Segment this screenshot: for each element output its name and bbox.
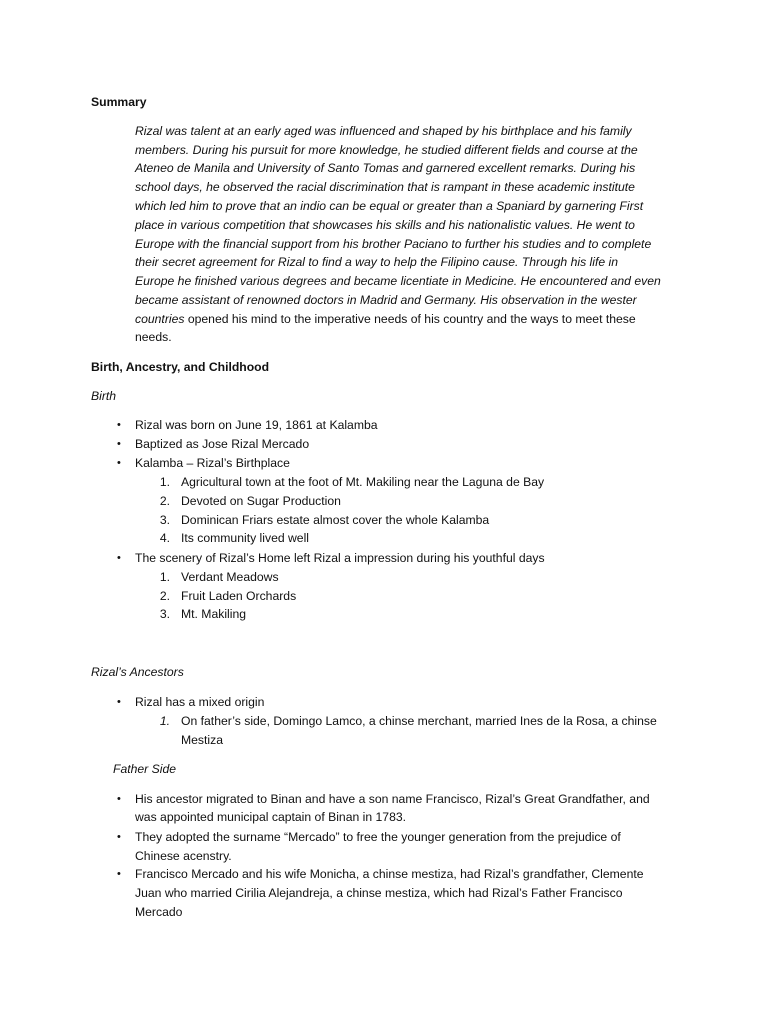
list-item: Francisco Mercado and his wife Monicha, a chinse mestiza, had Rizal’s grandfather, Clemente	[135, 867, 644, 881]
list-item: The scenery of Rizal’s Home left Rizal a impression during his youthful days	[135, 551, 545, 565]
sub-list-item: Verdant Meadows	[181, 570, 279, 584]
summary-line: which led him to prove that an indio can be equal or greater than a Spaniard by garnering First	[135, 199, 644, 213]
list-number: 1.	[159, 714, 170, 728]
sub-list-item: Agricultural town at the foot of Mt. Makiling near the Laguna de Bay	[181, 475, 545, 489]
bullet-dot: •	[117, 868, 121, 880]
summary-line: Europe he finished various degrees and became licentiate in Medicine. He encountered and even	[135, 274, 661, 288]
summary-line: Rizal was talent at an early aged was influenced and shaped by his birthplace and his family	[135, 124, 632, 138]
list-number: 4.	[159, 531, 170, 545]
summary-line: Europe with the financial support from his brother Paciano to further his studies and to complete	[135, 237, 652, 251]
bullet-dot: •	[117, 552, 121, 564]
list-item-continued: Juan who married Cirilia Alejandreja, a chinse mestiza, which had Rizal’s Father Francisco	[135, 886, 623, 900]
summary-final-line: needs.	[135, 330, 172, 344]
list-item: Kalamba – Rizal’s Birthplace	[135, 456, 290, 470]
ancestors-subheading: Rizal’s Ancestors	[91, 665, 184, 679]
list-number: 3.	[159, 513, 170, 527]
list-item: They adopted the surname “Mercado” to free the younger generation from the prejudice of	[135, 830, 621, 844]
list-number: 3.	[159, 607, 170, 621]
bullet-dot: •	[117, 696, 121, 708]
sub-list-item: Mt. Makiling	[181, 607, 247, 621]
summary-countries: countries	[135, 312, 185, 326]
summary-line: school days, he observed the racial discrimination that is rampant in these academic institute	[135, 180, 635, 194]
summary-line: place in various competition that showcases his skills and his nationalistic values. He went to	[135, 218, 635, 232]
summary-line: their secret agreement for Rizal to find a way to help the Filipino cause. Through his life in	[135, 255, 619, 269]
list-number: 1.	[159, 570, 170, 584]
list-item: Rizal has a mixed origin	[135, 695, 265, 709]
summary-line-rest: opened his mind to the imperative needs of his country and the ways to meet these	[184, 312, 636, 326]
sub-list-item: Fruit Laden Orchards	[181, 589, 297, 603]
list-number: 2.	[159, 494, 170, 508]
summary-line: became assistant of renowned doctors in Madrid and Germany. His observation in the wester	[135, 293, 637, 307]
bullet-dot: •	[117, 793, 121, 805]
list-number: 2.	[159, 589, 170, 603]
sub-list-item: Devoted on Sugar Production	[181, 494, 341, 508]
summary-heading: Summary	[91, 95, 147, 109]
section-heading: Birth, Ancestry, and Childhood	[91, 360, 270, 374]
bullet-dot: •	[117, 419, 121, 431]
sub-list-item: On father’s side, Domingo Lamco, a chinse merchant, married Ines de la Rosa, a chinse	[181, 714, 657, 728]
sub-list-item-continued: Mestiza	[181, 733, 223, 747]
summary-line: Ateneo de Manila and University of Santo Tomas and garnered excellent remarks. During his	[135, 161, 636, 175]
father-side-subheading: Father Side	[113, 762, 177, 776]
list-item-continued: Chinese acenstry.	[135, 849, 232, 863]
birth-subheading: Birth	[91, 389, 117, 403]
summary-line-mixed	[135, 310, 636, 328]
list-item: Rizal was born on June 19, 1861 at Kalamba	[135, 418, 378, 432]
bullet-dot: •	[117, 831, 121, 843]
list-item-continued: Mercado	[135, 905, 183, 919]
list-number: 1.	[159, 475, 170, 489]
sub-list-item: Its community lived well	[181, 531, 310, 545]
list-item-continued: was appointed municipal captain of Binan in 1783.	[135, 810, 407, 824]
sub-list-item: Dominican Friars estate almost cover the whole Kalamba	[181, 513, 490, 527]
summary-line: members. During his pursuit for more knowledge, he studied different fields and course at the	[135, 143, 638, 157]
list-item: Baptized as Jose Rizal Mercado	[135, 437, 310, 451]
bullet-dot: •	[117, 457, 121, 469]
list-item: His ancestor migrated to Binan and have a son name Francisco, Rizal’s Great Grandfather, and	[135, 792, 650, 806]
bullet-dot: •	[117, 438, 121, 450]
